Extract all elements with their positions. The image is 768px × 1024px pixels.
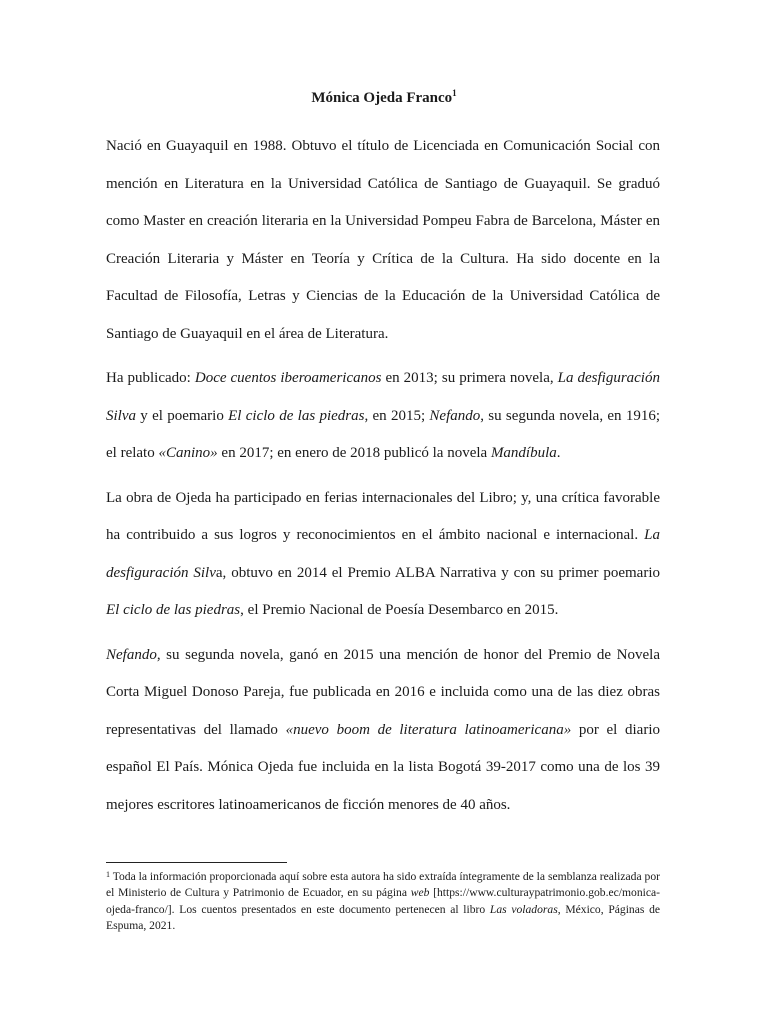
footnote-separator (106, 862, 287, 863)
text-segment: a, obtuvo en 2014 el Premio ALBA Narrativa y con su primer poemario (215, 564, 660, 581)
text-segment: , en 2015; (364, 407, 430, 424)
italic-text: «nuevo boom de literatura latinoamericana» (285, 721, 572, 738)
text-segment: , su segunda novela, en 1916; el relato (106, 407, 660, 461)
italic-text: Las voladoras (489, 902, 558, 916)
text-segment: , su segunda novela, ganó en 2015 una mención de honor del Premio de Novela Corta Miguel Donoso Pareja, fue publicada en 2016 e incluida como una de las diez obras representativas del llamado (106, 646, 660, 738)
text-segment: en 2017; en enero de 2018 publicó la novela (217, 445, 491, 461)
paragraph (106, 128, 660, 353)
footnote-number: 1 (106, 870, 110, 879)
text-segment: Ha publicado: (106, 370, 195, 386)
text-segment: . (556, 445, 561, 461)
text-segment: , el Premio Nacional de Poesía Desembarco en 2015. (240, 602, 559, 618)
italic-text: Nefando (106, 646, 157, 663)
italic-text: Doce cuentos iberoamericanos (194, 370, 382, 386)
italic-text: Mandíbula (490, 445, 557, 461)
paragraph (106, 637, 660, 825)
italic-text: web (410, 886, 430, 900)
title-text: Mónica Ojeda Franco (311, 90, 453, 106)
text-segment: por el diario español El País. Mónica Ojeda fue incluida en la lista Bogotá 39-2017 como una de los 39 mejores escritores latinoamericanos de ficción menores de 40 años. (106, 721, 660, 813)
italic-text: «Canino» (158, 445, 218, 461)
text-segment: y el poemario (136, 407, 229, 424)
text-segment: Toda la información proporcionada aquí sobre esta autora ha sido extraída íntegramente de la semblanza realizada por el Ministerio de Cultura y Patrimonio de Ecuador, en su página (106, 870, 660, 900)
footnote-ref: 1 (452, 88, 457, 98)
paragraph (106, 360, 660, 473)
paragraph (106, 480, 660, 630)
text-segment: La obra de Ojeda ha participado en ferias internacionales del Libro; y, una crítica favorable ha contribuido a sus logros y reconocimientos en el ámbito nacional e internacional. (106, 489, 660, 543)
footnote (106, 869, 660, 934)
italic-text: La desfiguración Silv (106, 527, 660, 581)
page-title (0, 90, 768, 107)
italic-text: El ciclo de las piedras (228, 407, 365, 424)
text-segment: en 2013; su primera novela, (381, 370, 558, 386)
text-segment: [https://www.culturaypatrimonio.gob.ec/monica-ojeda-franco/]. Los cuentos presentados en este documento pertenecen al libro (106, 886, 661, 916)
italic-text: El ciclo de las piedras (106, 602, 241, 618)
text-segment: , México, Páginas de Espuma, 2021. (106, 902, 661, 932)
text-segment: Nació en Guayaquil en 1988. Obtuvo el título de Licenciada en Comunicación Social con mención en Literatura en la Universidad Católica de Santiago de Guayaquil. Se graduó como Master en creación literaria en la Universidad Pompeu Fabra de Barcelona, Máster en Creación Literaria y Máster en Teoría y Crítica de la Cultura. Ha sido docente en la Facultad de Filosofía, Letras y Ciencias de la Educación de la Universidad Católica de Santiago de Guayaquil en el área de Literatura. (106, 138, 660, 342)
document-body (106, 128, 660, 831)
italic-text: Nefando (429, 407, 481, 424)
italic-text: La desfiguración Silva (106, 370, 660, 424)
